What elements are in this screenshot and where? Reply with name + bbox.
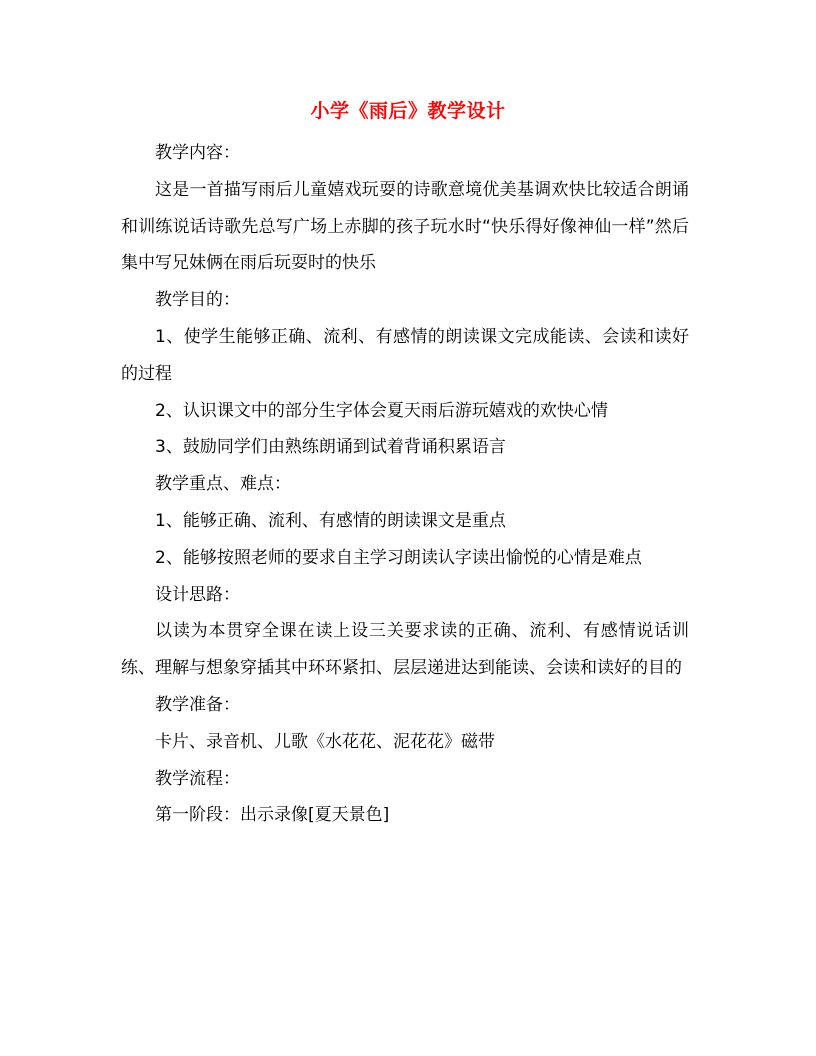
section-heading-content: 教学内容： <box>155 143 240 163</box>
objective-item-1: 1、使学生能够正确、流利、有感情的朗读课文完成能读、会读和读好的过程 <box>121 326 689 384</box>
section-heading-objectives: 教学目的： <box>155 290 240 311</box>
section-heading-key-points: 教学重点、难点： <box>155 474 291 495</box>
objective-item-2: 2、认识课文中的部分生字体会夏天雨后游玩嬉戏的欢快心情 <box>155 400 608 421</box>
content-paragraph: 这是一首描写雨后儿童嬉戏玩耍的诗歌意境优美基调欢快比较适合朗诵和训练说话诗歌先总写广场上赤脚的孩子玩水时“快乐得好像神仙一样”然后集中写兄妹俩在雨后玩耍时的快乐 <box>121 179 689 274</box>
preparation-paragraph: 卡片、录音机、儿歌《水花花、泥花花》磁带 <box>155 731 495 752</box>
document-title: 小学《雨后》教学设计 <box>310 100 506 122</box>
document-body <box>121 135 689 834</box>
key-point-item-2: 2、能够按照老师的要求自主学习朗读认字读出愉悦的心情是难点 <box>155 547 642 568</box>
section-heading-design-idea: 设计思路： <box>155 584 240 605</box>
section-heading-process: 教学流程： <box>155 768 240 789</box>
design-idea-paragraph: 以读为本贯穿全课在读上设三关要求读的正确、流利、有感情说话训练、理解与想象穿插其中环环紧扣、层层递进达到能读、会读和读好的目的 <box>121 621 689 679</box>
objective-item-3: 3、鼓励同学们由熟练朗诵到试着背诵积累语言 <box>155 437 506 458</box>
process-stage-1: 第一阶段：出示录像[夏天景色] <box>155 805 390 826</box>
key-point-item-1: 1、能够正确、流利、有感情的朗读课文是重点 <box>155 510 506 531</box>
section-heading-preparation: 教学准备： <box>155 694 240 715</box>
